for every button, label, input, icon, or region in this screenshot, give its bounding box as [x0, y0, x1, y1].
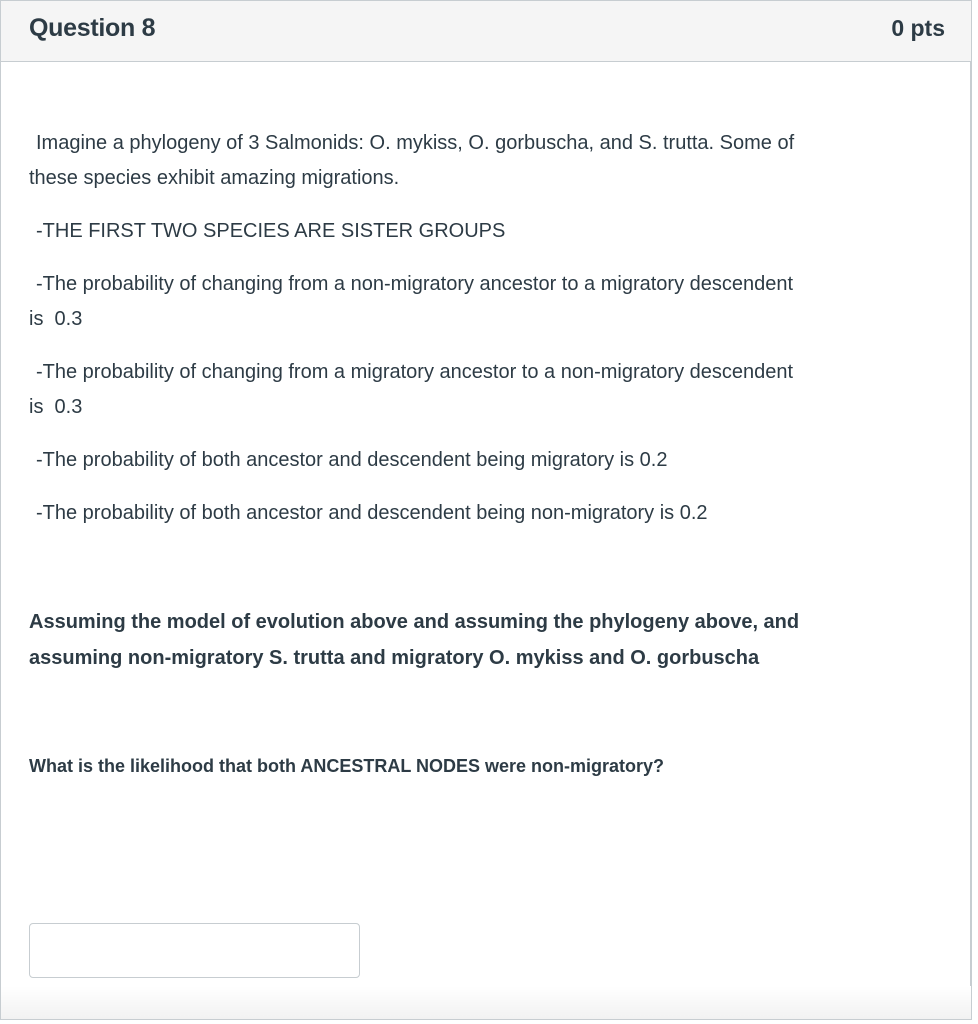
- assumption-line-2: assuming non-migratory S. trutta and migratory O. mykiss and O. gorbuscha: [29, 647, 760, 669]
- question-points: 0 pts: [891, 15, 945, 41]
- prob-nonmig-to-mig-line-1: -The probability of changing from a non-migratory ancestor to a migratory descendent: [36, 273, 794, 295]
- prob-mig-to-nonmig: [29, 355, 934, 425]
- question-title: Question 8: [29, 14, 156, 42]
- prob-both-migratory: -The probability of both ancestor and descendent being migratory is 0.2: [36, 449, 668, 471]
- answer-input[interactable]: [29, 923, 360, 978]
- intro-line-2: these species exhibit amazing migrations.: [29, 167, 400, 189]
- assumption-line-1: Assuming the model of evolution above and assuming the phylogeny above, and: [29, 611, 800, 633]
- sister-groups-statement: -THE FIRST TWO SPECIES ARE SISTER GROUPS: [36, 220, 506, 242]
- prob-both-non-migratory: -The probability of both ancestor and descendent being non-migratory is 0.2: [36, 502, 708, 524]
- prob-mig-to-nonmig-line-1: -The probability of changing from a migratory ancestor to a non-migratory descendent: [36, 361, 794, 383]
- question-header: [1, 1, 971, 62]
- assumption-statement: [29, 604, 939, 676]
- card-footer: [1, 986, 971, 1019]
- question-text: [29, 126, 934, 549]
- intro-paragraph: [29, 126, 934, 196]
- prob-nonmig-to-mig-line-2: is 0.3: [29, 308, 83, 330]
- question-prompt: What is the likelihood that both ANCESTRAL NODES were non-migratory?: [29, 756, 665, 776]
- prob-mig-to-nonmig-line-2: is 0.3: [29, 396, 83, 418]
- prob-nonmig-to-mig: [29, 267, 934, 337]
- intro-line-1: Imagine a phylogeny of 3 Salmonids: O. mykiss, O. gorbuscha, and S. trutta. Some of: [36, 132, 795, 154]
